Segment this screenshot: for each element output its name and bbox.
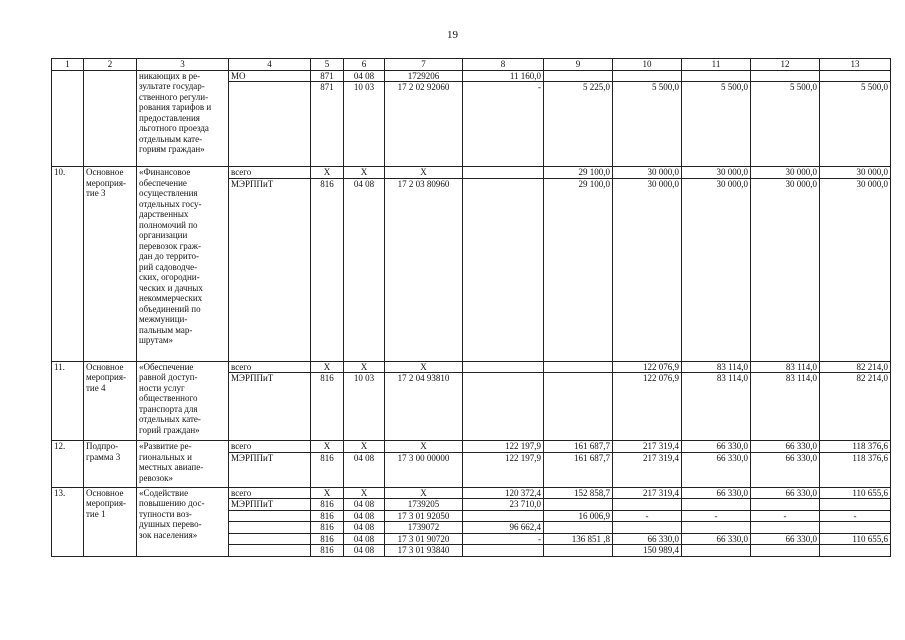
cell-col-13: 110 655,6 [820, 533, 891, 545]
cell-col-10: 122 076,9 [613, 373, 682, 441]
cell-col-10: 217 319,4 [613, 487, 682, 499]
cell-col-12: 30 000,0 [751, 178, 820, 361]
cell-col-6: Х [344, 487, 385, 499]
cell-col-10 [613, 70, 682, 82]
cell-col-12: 83 114,0 [751, 361, 820, 373]
row-number: 11. [52, 361, 84, 441]
cell-col-5: 816 [311, 373, 344, 441]
cell-col-10: 122 076,9 [613, 361, 682, 373]
cell-col-6: 04 08 [344, 510, 385, 522]
header-row [52, 59, 891, 71]
cell-col-4: всего [229, 361, 311, 373]
measure-name: «Развитие ре- гиональных и местных авиапе- ревозок» [137, 441, 229, 488]
cell-col-12: 66 330,0 [751, 533, 820, 545]
measure-type: Основное мероприя- тие 1 [84, 487, 137, 557]
cell-col-5: 816 [311, 522, 344, 534]
cell-col-9: 29 100,0 [544, 167, 613, 179]
cell-col-8: 96 662,4 [463, 522, 544, 534]
header-cell: 11 [682, 59, 751, 71]
measure-type [84, 70, 137, 167]
cell-col-5: 816 [311, 545, 344, 557]
header-cell: 6 [344, 59, 385, 71]
cell-col-5: Х [311, 441, 344, 453]
header-cell: 12 [751, 59, 820, 71]
measure-type: Основное мероприя- тие 3 [84, 167, 137, 362]
cell-col-6: Х [344, 361, 385, 373]
cell-col-7: 17 2 02 92060 [385, 82, 463, 167]
row-number: 13. [52, 487, 84, 557]
cell-col-9 [544, 70, 613, 82]
cell-col-13 [820, 522, 891, 534]
cell-col-6: 04 08 [344, 452, 385, 487]
cell-col-11: 83 114,0 [682, 361, 751, 373]
cell-col-4 [229, 510, 311, 522]
cell-col-4: МЭРППиТ [229, 373, 311, 441]
header-cell: 13 [820, 59, 891, 71]
cell-col-4 [229, 82, 311, 167]
cell-col-6: Х [344, 167, 385, 179]
table-row [52, 70, 891, 82]
cell-col-11 [682, 499, 751, 511]
budget-table [51, 58, 891, 557]
cell-col-8 [463, 167, 544, 179]
cell-col-13: 82 214,0 [820, 373, 891, 441]
cell-col-13 [820, 545, 891, 557]
cell-col-10: 30 000,0 [613, 178, 682, 361]
cell-col-9 [544, 361, 613, 373]
cell-col-4: МЭРППиТ [229, 452, 311, 487]
cell-col-11: - [682, 510, 751, 522]
cell-col-12 [751, 522, 820, 534]
cell-col-8 [463, 178, 544, 361]
cell-col-9 [544, 522, 613, 534]
cell-col-7: 1739072 [385, 522, 463, 534]
cell-col-6: 04 08 [344, 178, 385, 361]
cell-col-5: 816 [311, 510, 344, 522]
cell-col-4: МЭРППиТ [229, 178, 311, 361]
header-cell: 9 [544, 59, 613, 71]
cell-col-7: Х [385, 441, 463, 453]
cell-col-10: 150 989,4 [613, 545, 682, 557]
table-row [52, 487, 891, 499]
cell-col-9 [544, 373, 613, 441]
cell-col-4 [229, 533, 311, 545]
cell-col-13: 118 376,6 [820, 441, 891, 453]
cell-col-8: 23 710,0 [463, 499, 544, 511]
table-row [52, 441, 891, 453]
page-number: 19 [447, 29, 458, 41]
cell-col-12: 5 500,0 [751, 82, 820, 167]
cell-col-12: 30 000,0 [751, 167, 820, 179]
cell-col-8 [463, 373, 544, 441]
cell-col-9: 161 687,7 [544, 452, 613, 487]
cell-col-6: 04 08 [344, 533, 385, 545]
cell-col-9: 152 858,7 [544, 487, 613, 499]
header-cell: 8 [463, 59, 544, 71]
cell-col-11: 5 500,0 [682, 82, 751, 167]
cell-col-13: 110 655,6 [820, 487, 891, 499]
cell-col-6: 04 08 [344, 545, 385, 557]
cell-col-6: 04 08 [344, 522, 385, 534]
cell-col-9: 5 225,0 [544, 82, 613, 167]
cell-col-8: 122 197,9 [463, 441, 544, 453]
cell-col-10 [613, 499, 682, 511]
cell-col-5: 816 [311, 499, 344, 511]
row-number: 12. [52, 441, 84, 488]
table-row [52, 167, 891, 179]
cell-col-9: 16 006,9 [544, 510, 613, 522]
cell-col-7: 17 3 01 92050 [385, 510, 463, 522]
cell-col-4: всего [229, 441, 311, 453]
cell-col-5: Х [311, 167, 344, 179]
cell-col-5: 816 [311, 533, 344, 545]
row-number: 10. [52, 167, 84, 362]
measure-type: Подпро- грамма 3 [84, 441, 137, 488]
cell-col-13: 118 376,6 [820, 452, 891, 487]
measure-name: «Финансовое обеспечение осуществления отдельных госу- дарственных полномочий по организации перевозок граж- дан до террито- рий садоводче- ских, огородни- ческих и дачных некоммерческих объединений по межмуници- пальным мар- шрутам» [137, 167, 229, 362]
cell-col-11: 30 000,0 [682, 167, 751, 179]
header-cell: 10 [613, 59, 682, 71]
cell-col-7: 17 3 01 93840 [385, 545, 463, 557]
cell-col-8: 11 160,0 [463, 70, 544, 82]
cell-col-8: 120 372,4 [463, 487, 544, 499]
cell-col-4: всего [229, 487, 311, 499]
cell-col-9 [544, 545, 613, 557]
measure-name: никающих в ре- зультате государ- ственного регули- рования тарифов и предоставления льготного проезда отдельным кате- гориям граждан» [137, 70, 229, 167]
cell-col-12: 66 330,0 [751, 441, 820, 453]
cell-col-10: 217 319,4 [613, 452, 682, 487]
cell-col-7: Х [385, 487, 463, 499]
cell-col-7: 17 3 01 90720 [385, 533, 463, 545]
cell-col-11: 30 000,0 [682, 178, 751, 361]
cell-col-10: - [613, 510, 682, 522]
cell-col-7: 17 2 04 93810 [385, 373, 463, 441]
cell-col-11 [682, 522, 751, 534]
cell-col-11: 66 330,0 [682, 441, 751, 453]
cell-col-7: Х [385, 167, 463, 179]
cell-col-10: 5 500,0 [613, 82, 682, 167]
header-cell: 5 [311, 59, 344, 71]
cell-col-4: всего [229, 167, 311, 179]
header-cell: 7 [385, 59, 463, 71]
cell-col-9: 29 100,0 [544, 178, 613, 361]
cell-col-5: 871 [311, 70, 344, 82]
cell-col-12 [751, 70, 820, 82]
cell-col-5: 871 [311, 82, 344, 167]
cell-col-10: 30 000,0 [613, 167, 682, 179]
cell-col-10: 66 330,0 [613, 533, 682, 545]
cell-col-12: 66 330,0 [751, 452, 820, 487]
cell-col-7: 17 3 00 00000 [385, 452, 463, 487]
cell-col-8 [463, 510, 544, 522]
cell-col-10: 217 319,4 [613, 441, 682, 453]
cell-col-7: 17 2 03 80960 [385, 178, 463, 361]
cell-col-4: МЭРППиТ [229, 499, 311, 511]
cell-col-6: 04 08 [344, 70, 385, 82]
cell-col-13: 5 500,0 [820, 82, 891, 167]
cell-col-11 [682, 70, 751, 82]
cell-col-7: 1729206 [385, 70, 463, 82]
cell-col-12 [751, 499, 820, 511]
cell-col-11 [682, 545, 751, 557]
cell-col-8: - [463, 533, 544, 545]
cell-col-8 [463, 545, 544, 557]
measure-name: «Обеспечение равной доступ- ности услуг общественного транспорта для отдельных кате- горий граждан» [137, 361, 229, 441]
cell-col-5: 816 [311, 452, 344, 487]
cell-col-8 [463, 361, 544, 373]
cell-col-6: Х [344, 441, 385, 453]
cell-col-4 [229, 522, 311, 534]
measure-name: «Содействие повышению дос- тупности воз- душных перево- зок населения» [137, 487, 229, 557]
cell-col-8: 122 197,9 [463, 452, 544, 487]
cell-col-9 [544, 499, 613, 511]
measure-type: Основное мероприя- тие 4 [84, 361, 137, 441]
cell-col-5: Х [311, 361, 344, 373]
cell-col-4: МО [229, 70, 311, 82]
cell-col-11: 66 330,0 [682, 487, 751, 499]
cell-col-13: 30 000,0 [820, 178, 891, 361]
cell-col-7: Х [385, 361, 463, 373]
cell-col-4 [229, 545, 311, 557]
cell-col-9: 136 851 ,8 [544, 533, 613, 545]
cell-col-8: - [463, 82, 544, 167]
cell-col-9: 161 687,7 [544, 441, 613, 453]
cell-col-6: 10 03 [344, 373, 385, 441]
cell-col-12: 66 330,0 [751, 487, 820, 499]
cell-col-13: 82 214,0 [820, 361, 891, 373]
header-cell: 4 [229, 59, 311, 71]
cell-col-11: 66 330,0 [682, 533, 751, 545]
header-cell: 3 [137, 59, 229, 71]
cell-col-7: 1739205 [385, 499, 463, 511]
cell-col-6: 10 03 [344, 82, 385, 167]
cell-col-10 [613, 522, 682, 534]
cell-col-13 [820, 70, 891, 82]
cell-col-11: 66 330,0 [682, 452, 751, 487]
row-number [52, 70, 84, 167]
cell-col-12: - [751, 510, 820, 522]
cell-col-12 [751, 545, 820, 557]
cell-col-5: 816 [311, 178, 344, 361]
cell-col-11: 83 114,0 [682, 373, 751, 441]
table-row [52, 361, 891, 373]
header-cell: 2 [84, 59, 137, 71]
cell-col-12: 83 114,0 [751, 373, 820, 441]
cell-col-6: 04 08 [344, 499, 385, 511]
header-cell: 1 [52, 59, 84, 71]
cell-col-13: - [820, 510, 891, 522]
cell-col-5: Х [311, 487, 344, 499]
cell-col-13: 30 000,0 [820, 167, 891, 179]
cell-col-13 [820, 499, 891, 511]
